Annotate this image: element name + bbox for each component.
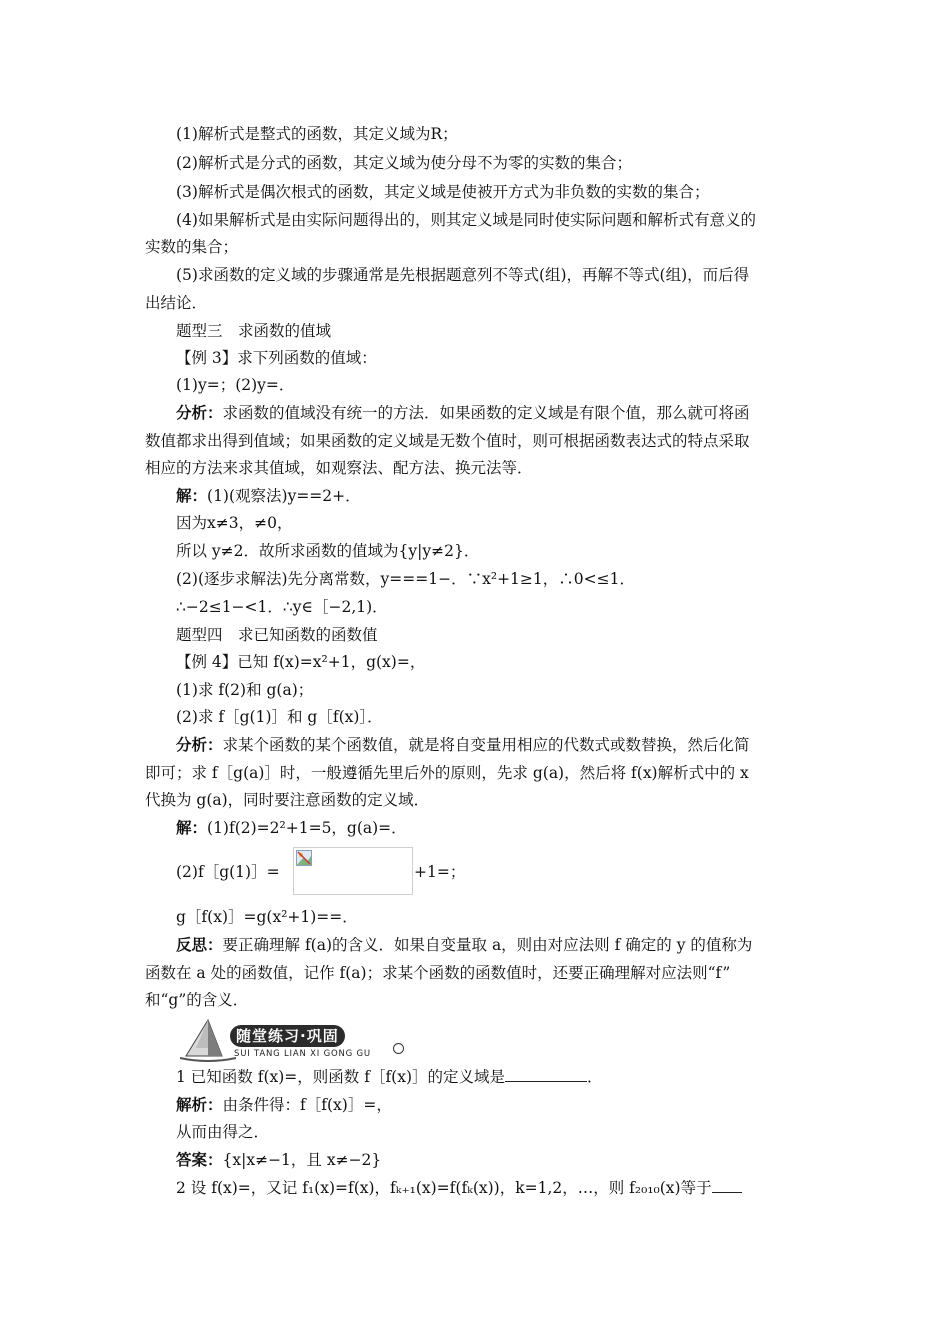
text-line: 所以 y≠2．故所求函数的值域为{y|y≠2}． <box>176 542 480 560</box>
text-line: (2)(逐步求解法)先分离常数，y===1−．∵x²+1≥1，∴0<≤1． <box>176 570 635 588</box>
text-line: 数值都求出得到值域；如果函数的定义域是无数个值时，则可根据函数表达式的特点采取 <box>145 432 750 450</box>
analysis-line <box>176 403 846 423</box>
reflection-label: 反思： <box>176 935 223 954</box>
analysis-label: 解析： <box>176 1095 223 1114</box>
analysis-text: 由条件得：f［f(x)］=， <box>222 1096 392 1114</box>
text-line: (2)f［g(1)］= <box>176 863 280 881</box>
example-question: (2)求 f［g(1)］和 g［f(x)］． <box>176 708 383 726</box>
question-text: 2 设 f(x)=，又记 f₁(x)=f(x)，fₖ₊₁(x)=f(fₖ(x))，k=1,2，…，则 f₂₀₁₀(x)等于 <box>176 1179 712 1197</box>
text-line: 出结论． <box>145 294 208 312</box>
solution-label: 解： <box>176 818 208 837</box>
text-line: +1=； <box>414 863 466 881</box>
banner-subtitle: SUI TANG LIAN XI GONG GU <box>234 1049 371 1059</box>
text-line: (1)解析式是整式的函数，其定义域为R； <box>176 125 458 143</box>
answer-label: 答案： <box>176 1150 223 1169</box>
solution-line <box>176 818 846 838</box>
practice-banner <box>178 1018 408 1064</box>
solution-text: (1)f(2)=2²+1=5，g(a)=． <box>207 819 407 837</box>
reflection-text: 要正确理解 f(a)的含义．如果自变量取 a，则由对应法则 f 确定的 y 的值称为 <box>222 936 753 954</box>
text-line: 和“g”的含义． <box>145 991 249 1009</box>
example-title: 【例 3】求下列函数的值域： <box>176 349 377 367</box>
formula-image-placeholder <box>293 847 413 895</box>
analysis-label: 分析： <box>176 403 223 422</box>
answer-line <box>176 1150 846 1170</box>
answer-blank <box>712 1178 742 1193</box>
question-text: 1 已知函数 f(x)=，则函数 f［f(x)］的定义域是 <box>176 1068 506 1086</box>
example-question: (1)y=；(2)y=． <box>176 376 295 394</box>
analysis-text: 求某个函数的某个函数值，就是将自变量用相应的代数式或数替换，然后化简 <box>222 736 750 754</box>
text-line: ∴−2≤1−<1．∴y∈［−2,1)． <box>176 598 388 616</box>
exercise-question <box>176 1067 846 1087</box>
solution-text: (1)(观察法)y==2+． <box>207 487 361 505</box>
text-line: 即可；求 f［g(a)］时，一般遵循先里后外的原则，先求 g(a)，然后将 f(x)解析式中的 x <box>145 764 749 782</box>
sail-logo-icon <box>178 1018 238 1064</box>
text-line: 相应的方法来求其值域，如观察法、配方法、换元法等． <box>145 459 533 477</box>
text-line: g［f(x)］=g(x²+1)==． <box>176 908 358 926</box>
solution-label: 解： <box>176 486 208 505</box>
text-line: (4)如果解析式是由实际问题得出的，则其定义域是同时使实际问题和解析式有意义的 <box>176 211 756 229</box>
analysis-label: 分析： <box>176 735 223 754</box>
text-line: (2)解析式是分式的函数，其定义域为使分母不为零的实数的集合； <box>176 154 632 172</box>
text-line: 代换为 g(a)，同时要注意函数的定义域． <box>145 791 430 809</box>
example-question: (1)求 f(2)和 g(a)； <box>176 681 314 699</box>
exercise-question <box>176 1178 846 1198</box>
section-heading: 题型四 求已知函数的函数值 <box>176 626 378 644</box>
analysis-line <box>176 735 846 755</box>
section-heading: 题型三 求函数的值域 <box>176 322 332 340</box>
banner-title: 随堂练习·巩固 <box>230 1025 345 1047</box>
text-line: 函数在 a 处的函数值，记作 f(a)；求某个函数的函数值时，还要正确理解对应法则“f” <box>145 964 731 982</box>
text-line: (5)求函数的定义域的步骤通常是先根据题意列不等式(组)，再解不等式(组)，而后得 <box>176 266 750 284</box>
analysis-text: 求函数的值域没有统一的方法．如果函数的定义域是有限个值，那么就可将函 <box>222 404 750 422</box>
answer-blank <box>505 1067 587 1082</box>
text-line: 实数的集合； <box>145 238 239 256</box>
example-title: 【例 4】已知 f(x)=x²+1，g(x)=， <box>176 653 426 671</box>
text-line: 因为x≠3，≠0， <box>176 514 293 532</box>
circle-icon <box>393 1043 404 1054</box>
broken-image-icon <box>296 850 312 866</box>
answer-text: {x|x≠−1，且 x≠−2} <box>222 1151 382 1169</box>
text-line: 从而由得之． <box>176 1123 270 1141</box>
solution-line <box>176 486 846 506</box>
analysis-line <box>176 1095 846 1115</box>
question-end: ． <box>587 1068 603 1086</box>
reflection-line <box>176 935 846 955</box>
text-line: (3)解析式是偶次根式的函数，其定义域是使被开方式为非负数的实数的集合； <box>176 183 710 201</box>
